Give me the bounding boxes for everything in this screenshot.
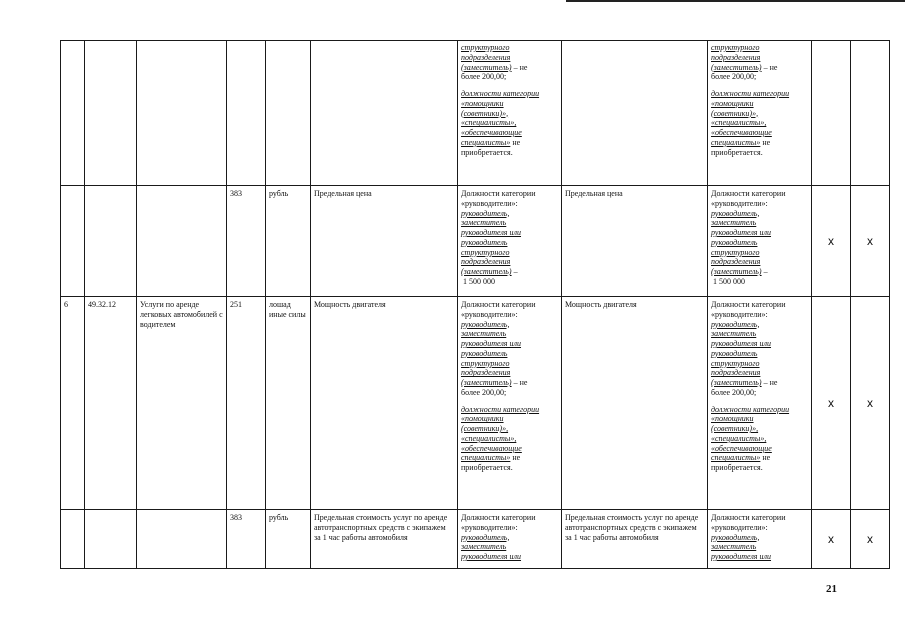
cell-value-2: Должности категории «руководители»: руководитель, заместитель руководителя или руководитель структурного подразделения (заместитель) – не более 200,00; должности категории «помощники (советники)», «специалисты», «обеспечивающие специалисты» не приобретается. xyxy=(708,297,812,510)
cell-mark-2 xyxy=(851,41,890,186)
cell-unit: рубль xyxy=(266,186,311,297)
cell-num xyxy=(61,186,85,297)
cell-value: Должности категории «руководители»: руководитель, заместитель руководителя или руководитель структурного подразделения (заместитель) – 1 500 000 xyxy=(458,186,562,297)
cell-value: Должности категории «руководители»: руководитель, заместитель руководителя или руководитель структурного подразделения (заместитель) – не более 200,00; должности категории «помощники (советники)», «специалисты», «обеспечивающие специалисты» не приобретается. xyxy=(458,297,562,510)
cell-num: 6 xyxy=(61,297,85,510)
cell-characteristic-2: Предельная стоимость услуг по аренде автотранспортных средств с экипажем за 1 час работы автомобиля xyxy=(562,510,708,569)
table-row-item-6 xyxy=(61,297,890,510)
cell-code xyxy=(227,41,266,186)
requirements-table xyxy=(60,40,890,569)
cell-characteristic-2 xyxy=(562,41,708,186)
cell-num xyxy=(61,41,85,186)
cell-mark-2: x xyxy=(851,186,890,297)
cell-characteristic-2: Мощность двигателя xyxy=(562,297,708,510)
cell-unit xyxy=(266,41,311,186)
page-number: 21 xyxy=(826,583,837,595)
table-row-continuation xyxy=(61,41,890,186)
cell-okpd: 49.32.12 xyxy=(85,297,137,510)
cell-value-2: структурного подразделения (заместитель) – не более 200,00; должности категории «помощники (советники)», «специалисты», «обеспечивающие специалисты» не приобретается. xyxy=(708,41,812,186)
cell-value-2: Должности категории «руководители»: руководитель, заместитель руководителя или руководитель структурного подразделения (заместитель) – 1 500 000 xyxy=(708,186,812,297)
cell-unit: рубль xyxy=(266,510,311,569)
cell-value: структурного подразделения (заместитель) – не более 200,00; должности категории «помощники (советники)», «специалисты», «обеспечивающие специалисты» не приобретается. xyxy=(458,41,562,186)
cell-characteristic: Предельная стоимость услуг по аренде автотранспортных средств с экипажем за 1 час работы автомобиля xyxy=(311,510,458,569)
cell-okpd xyxy=(85,41,137,186)
cell-mark-2: x xyxy=(851,510,890,569)
cell-mark-1 xyxy=(812,41,851,186)
cell-unit: лошад иные силы xyxy=(266,297,311,510)
cell-code: 383 xyxy=(227,186,266,297)
table-row-rental-cost xyxy=(61,510,890,569)
cell-name xyxy=(137,41,227,186)
cell-name xyxy=(137,510,227,569)
cell-mark-1: x xyxy=(812,510,851,569)
cell-code: 383 xyxy=(227,510,266,569)
top-border-line xyxy=(566,0,905,2)
cell-num xyxy=(61,510,85,569)
cell-value-2: Должности категории «руководители»: руководитель, заместитель руководителя или xyxy=(708,510,812,569)
cell-characteristic: Мощность двигателя xyxy=(311,297,458,510)
cell-value: Должности категории «руководители»: руководитель, заместитель руководителя или xyxy=(458,510,562,569)
cell-characteristic-2: Предельная цена xyxy=(562,186,708,297)
cell-okpd xyxy=(85,510,137,569)
cell-characteristic xyxy=(311,41,458,186)
cell-name xyxy=(137,186,227,297)
cell-mark-1: x xyxy=(812,186,851,297)
cell-mark-2: x xyxy=(851,297,890,510)
table-row-price xyxy=(61,186,890,297)
cell-name: Услуги по аренде легковых автомобилей с водителем xyxy=(137,297,227,510)
cell-code: 251 xyxy=(227,297,266,510)
cell-mark-1: x xyxy=(812,297,851,510)
cell-characteristic: Предельная цена xyxy=(311,186,458,297)
cell-okpd xyxy=(85,186,137,297)
